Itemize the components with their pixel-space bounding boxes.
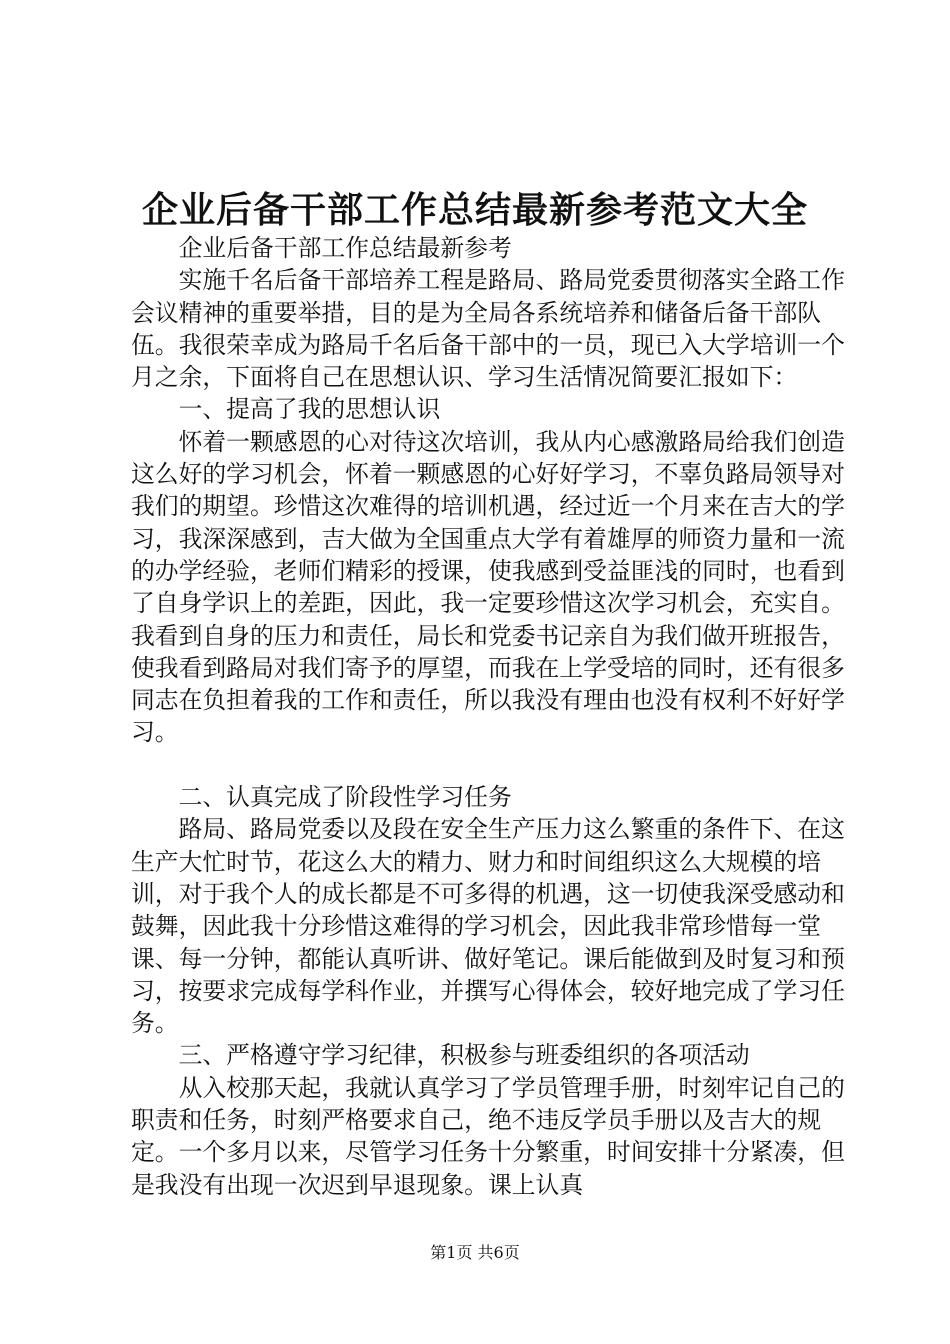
section-heading-1: 一、提高了我的思想认识 (178, 395, 441, 424)
subtitle-paragraph: 企业后备干部工作总结最新参考 (178, 234, 512, 262)
section-heading-3: 三、严格遵守学习纪律，积极参与班委组织的各项活动 (178, 1041, 750, 1070)
section-paragraph-2: 路局、路局党委以及段在安全生产压力这么繁重的条件下、在这生产大忙时节，花这么大的精力、财力和时间组织这么大规模的培训，对于我个人的成长都是不可多得的机遇，这一切使我深受感动和鼓舞，因此我十分珍惜这难得的学习机会，因此我非常珍惜每一堂课、每一分钟，都能认真听讲、做好笔记。课后能做到及时复习和预习，按要求完成每学科作业，并撰写心得体会，较好地完成了学习任务。 (131, 815, 845, 1038)
page-footer: 第1页 共6页 (430, 1243, 520, 1262)
section-heading-2: 二、认真完成了阶段性学习任务 (178, 783, 512, 812)
document-body (131, 232, 847, 1201)
section-paragraph-1: 怀着一颗感恩的心对待这次培训，我从内心感激路局给我们创造这么好的学习机会，怀着一颗感恩的心好好学习，不辜负路局领导对我们的期望。珍惜这次难得的培训机遇，经过近一个月来在吉大的学习，我深深感到，吉大做为全国重点大学有着雄厚的师资力量和一流的办学经验，老师们精彩的授课，使我感到受益匪浅的同时，也看到了自身学识上的差距，因此，我一定要珍惜这次学习机会，充实自。我看到自身的压力和责任，局长和党委书记亲自为我们做开班报告，使我看到路局对我们寄予的厚望，而我在上学受培的同时，还有很多同志在负担着我的工作和责任，所以我没有理由也没有权利不好好学习。 (131, 427, 845, 747)
document-title: 企业后备干部工作总结最新参考范文大全 (141, 189, 808, 231)
section-paragraph-3: 从入校那天起，我就认真学习了学员管理手册，时刻牢记自己的职责和任务，时刻严格要求自己，绝不违反学员手册以及吉大的规定。一个多月以来，尽管学习任务十分繁重，时间安排十分紧凑，但是我没有出现一次迟到早退现象。课上认真 (131, 1073, 845, 1199)
intro-paragraph: 实施千名后备干部培养工程是路局、路局党委贯彻落实全路工作会议精神的重要举措，目的是为全局各系统培养和储备后备干部队伍。我很荣幸成为路局千名后备干部中的一员，现已入大学培训一个月之余，下面将自己在思想认识、学习生活情况简要汇报如下： (131, 266, 845, 392)
